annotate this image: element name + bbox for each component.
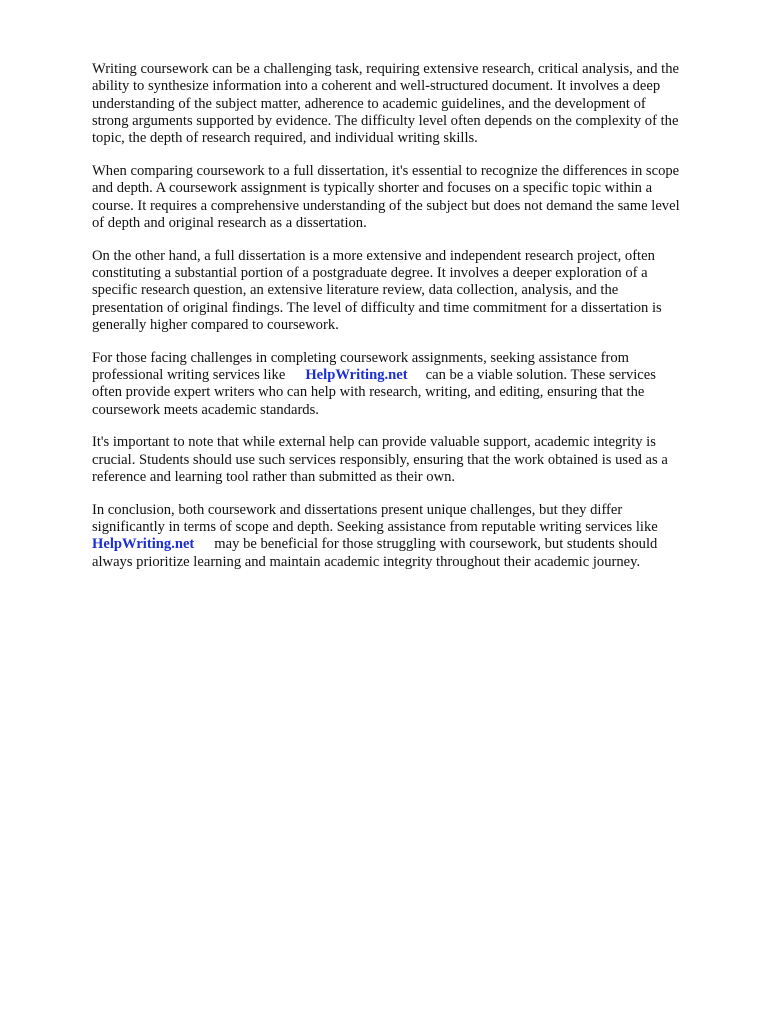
text-line: understanding of the subject matter, adherence to academic guidelines, and the development of <box>92 95 646 112</box>
text-line: significantly in terms of scope and depth. Seeking assistance from reputable writing services like <box>92 519 658 536</box>
text-line: reference and learning tool rather than submitted as their own. <box>92 468 456 485</box>
text-line: strong arguments supported by evidence. The difficulty level often depends on the complexity of the <box>92 112 679 129</box>
helpwriting-link[interactable]: HelpWriting.net <box>305 366 408 383</box>
text-line: On the other hand, a full dissertation is a more extensive and independent research project, often <box>92 247 655 264</box>
text-line: often provide expert writers who can help with research, writing, and editing, ensuring that the <box>92 384 645 401</box>
text-line: coursework meets academic standards. <box>92 401 319 418</box>
text-line: and depth. A coursework assignment is typically shorter and focuses on a specific topic within a <box>92 180 653 197</box>
text-segment: can be a viable solution. These services <box>425 366 656 383</box>
paragraph-conclusion <box>92 502 724 571</box>
text-line: presentation of original findings. The level of difficulty and time commitment for a dissertation is <box>92 299 662 316</box>
text-segment: professional writing services like <box>92 366 286 383</box>
text-line: generally higher compared to coursework. <box>92 316 339 333</box>
helpwriting-link[interactable]: HelpWriting.net <box>92 536 195 553</box>
text-line: Writing coursework can be a challenging task, requiring extensive research, critical analysis, and the <box>92 61 679 77</box>
document-body <box>92 61 724 586</box>
paragraph-dissertation <box>92 248 724 334</box>
paragraph-integrity <box>92 434 724 486</box>
paragraph-assistance <box>92 350 724 419</box>
text-line: course. It requires a comprehensive understanding of the subject but does not demand the same level <box>92 197 680 214</box>
text-line: ability to synthesize information into a coherent and well-structured document. It involves a deep <box>92 78 661 95</box>
text-line-with-link <box>92 367 724 384</box>
paragraph-intro <box>92 61 724 147</box>
text-line: of depth and original research as a dissertation. <box>92 214 367 231</box>
text-line-with-link <box>92 536 724 553</box>
text-line: It's important to note that while external help can provide valuable support, academic integrity is <box>92 434 656 451</box>
paragraph-comparison <box>92 163 724 232</box>
text-line: crucial. Students should use such services responsibly, ensuring that the work obtained is used as a <box>92 451 668 468</box>
text-line: topic, the depth of research required, and individual writing skills. <box>92 130 478 147</box>
text-line: In conclusion, both coursework and dissertations present unique challenges, but they differ <box>92 501 623 518</box>
text-line: For those facing challenges in completing coursework assignments, seeking assistance from <box>92 349 629 366</box>
text-line: When comparing coursework to a full dissertation, it's essential to recognize the differences in scope <box>92 162 680 179</box>
text-line: specific research question, an extensive literature review, data collection, analysis, and the <box>92 282 619 299</box>
text-line: always prioritize learning and maintain academic integrity throughout their academic journey. <box>92 553 641 570</box>
text-segment: may be beneficial for those struggling with coursework, but students should <box>214 536 658 553</box>
text-line: constituting a substantial portion of a postgraduate degree. It involves a deeper exploration of a <box>92 264 648 281</box>
